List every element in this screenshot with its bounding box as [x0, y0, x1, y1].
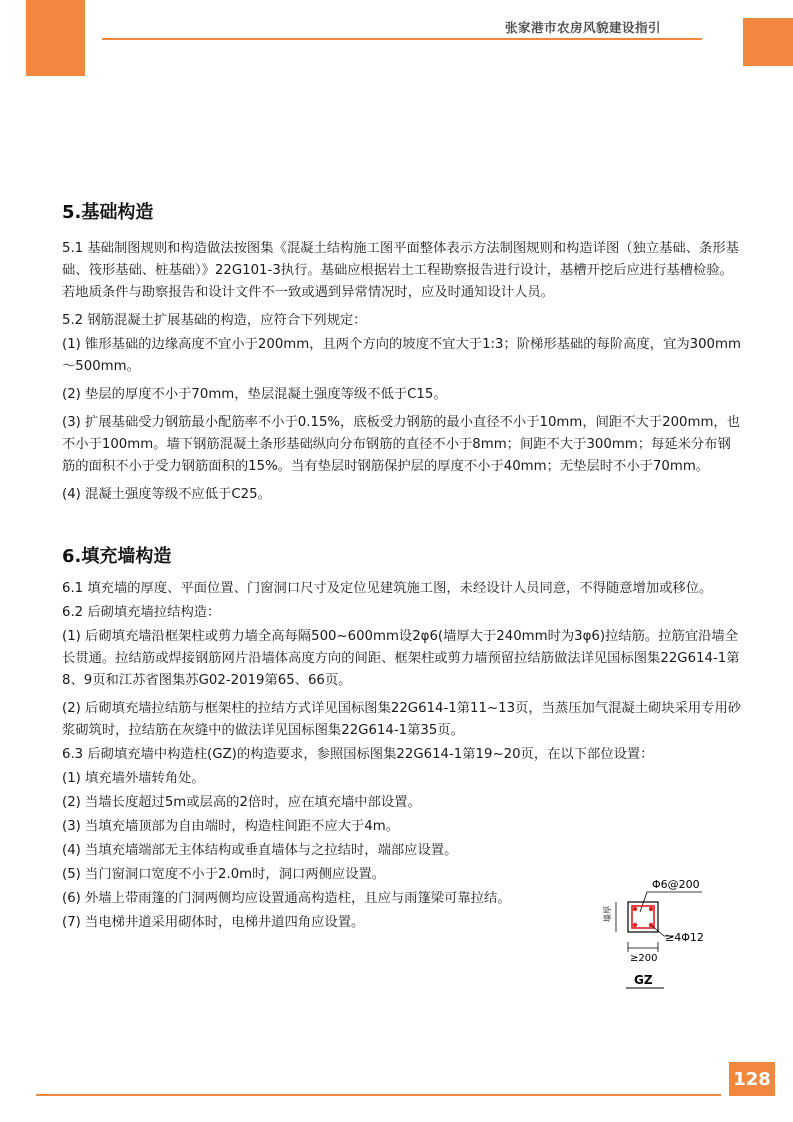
list-item: (7) 当电梯井道采用砌体时，电梯井道四角应设置。	[62, 915, 365, 930]
bar-label: ≥4Φ12	[665, 931, 704, 944]
paragraph: 6.3 后砌填充墙中构造柱(GZ)的构造要求，参照国标图集22G614-1第19~20页，在以下部位设置：	[62, 747, 654, 762]
paragraph: 5.2 钢筋混凝土扩展基础的构造，应符合下列规定：	[62, 313, 367, 328]
rebar-dot	[633, 907, 637, 911]
document-title: 张家港市农房风貌建设指引	[505, 20, 662, 35]
rebar-dot	[633, 923, 637, 927]
gz-column-detail	[592, 870, 732, 990]
corner-accent-block	[743, 18, 793, 66]
width-label: ≥200	[630, 953, 658, 964]
paragraph: 5.1 基础制图规则和构造做法按图集《混凝土结构施工图平面整体表示方法制图规则和构造详图（独立基础、条形基础、筏形基础、桩基础）》22G101-3执行。基础应根据岩土工程勘察报告进行设计，基槽开挖后应进行基槽检验。若地质条件与勘察报告和设计文件不一致或遇到异常情况时，应及时通知设计人员。	[62, 241, 739, 300]
header-accent-block	[26, 0, 85, 76]
footer-rule	[36, 1094, 721, 1096]
header-rule	[102, 38, 702, 40]
section-heading: 6.填充墙构造	[62, 546, 172, 567]
paragraph: 6.2 后砌填充墙拉结构造：	[62, 605, 221, 620]
list-item: (3) 当填充墙顶部为自由端时，构造柱间距不应大于4m。	[62, 819, 400, 834]
list-item: (1) 后砌填充墙沿框架柱或剪力墙全高每隔500~600mm设2φ6(墙厚大于240mm时为3φ6)拉结筋。拉筋宜沿墙全长贯通。拉结筋或焊接钢筋网片沿墙体高度方向的间距、框架柱或剪力墙预留拉结筋做法详见国标图集22G614-1第8、9页和江苏省图集苏G02-2019第65、66页。	[62, 629, 740, 688]
page-number: 128	[729, 1062, 775, 1096]
paragraph: 6.1 填充墙的厚度、平面位置、门窗洞口尺寸及定位见建筑施工图，未经设计人员同意，不得随意增加或移位。	[62, 581, 713, 596]
list-item: (5) 当门窗洞口宽度不小于2.0m时，洞口两侧应设置。	[62, 867, 386, 882]
list-item: (2) 后砌填充墙拉结筋与框架柱的拉结方式详见国标图集22G614-1第11~13页，当蒸压加气混凝土砌块采用专用砂浆砌筑时，拉结筋在灰缝中的做法详见国标图集22G614-1第35页。	[62, 701, 742, 738]
list-item: (6) 外墙上带雨篷的门洞两侧均应设置通高构造柱，且应与雨篷梁可靠拉结。	[62, 891, 511, 906]
rebar-dot	[649, 907, 653, 911]
stirrup-label: Φ6@200	[652, 878, 700, 891]
wall-thickness-label: 墙厚	[603, 906, 612, 922]
gz-name-label: GZ	[634, 973, 653, 987]
list-item: (1) 锥形基础的边缘高度不宜小于200mm，且两个方向的坡度不宜大于1:3；阶梯形基础的每阶高度，宜为300mm～500mm。	[62, 337, 741, 374]
list-item: (2) 当墙长度超过5m或层高的2倍时，应在填充墙中部设置。	[62, 795, 421, 810]
list-item: (2) 垫层的厚度不小于70mm，垫层混凝土强度等级不低于C15。	[62, 387, 447, 402]
list-item: (3) 扩展基础受力钢筋最小配筋率不小于0.15%，底板受力钢筋的最小直径不小于10mm，间距不大于200mm，也不小于100mm。墙下钢筋混凝土条形基础纵向分布钢筋的直径不小于8mm；间距不大于300mm；每延米分布钢筋的面积不小于受力钢筋面积的15%。当有垫层时钢筋保护层的厚度不小于40mm；无垫层时不小于70mm。	[62, 415, 740, 474]
page-content	[62, 198, 742, 936]
gz-diagram	[592, 870, 732, 990]
section-foundation	[62, 198, 742, 506]
section-heading: 5.基础构造	[62, 202, 154, 223]
list-item: (4) 当填充墙端部无主体结构或垂直墙体与之拉结时，端部应设置。	[62, 843, 458, 858]
list-item: (1) 填充墙外墙转角处。	[62, 771, 205, 786]
list-item: (4) 混凝土强度等级不应低于C25。	[62, 487, 271, 502]
